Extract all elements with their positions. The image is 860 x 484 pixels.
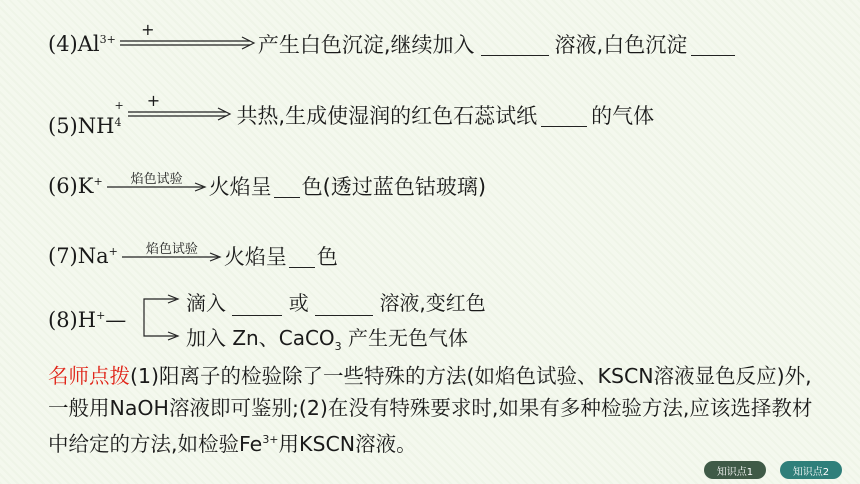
tip-heading: 名师点拨 xyxy=(48,364,130,388)
line-4-label: $(4)Al^{3+}$ xyxy=(48,32,116,56)
branch-1: 滴入 或 溶液,变红色 xyxy=(186,291,486,315)
answer-blank[interactable] xyxy=(315,295,373,316)
arrow-double: + xyxy=(126,95,236,135)
answer-blank[interactable] xyxy=(289,245,315,268)
line-6-label: (6)K+ xyxy=(48,174,103,198)
answer-blank[interactable] xyxy=(481,33,549,56)
branch-bracket xyxy=(138,291,188,351)
line-7: (7)Na+ 焰色试验 火焰呈 色 xyxy=(48,236,338,276)
line-5-label: (5)NH + 4 xyxy=(48,98,124,138)
line-8 xyxy=(48,300,128,340)
line-8-label: (8)H+— xyxy=(48,308,127,332)
line-7-label: (7)Na+ xyxy=(48,244,118,268)
arrow-flame-test: 焰色试验 xyxy=(120,236,224,276)
arrow-double: + xyxy=(118,24,258,64)
answer-blank[interactable] xyxy=(691,33,735,56)
nav-knowledge-1-button[interactable]: 知识点1 xyxy=(704,461,766,479)
answer-blank[interactable] xyxy=(232,295,282,316)
line-6: (6)K+ 焰色试验 火焰呈 色(透过蓝色钴玻璃) xyxy=(48,166,486,206)
answer-blank[interactable] xyxy=(274,175,300,198)
nav-knowledge-2-button[interactable]: 知识点2 xyxy=(780,461,842,479)
line-5: (5)NH + 4 + 共热,生成使湿润的红色石蕊试纸 的气体 xyxy=(48,91,655,138)
answer-blank[interactable] xyxy=(541,104,587,127)
teacher-tip xyxy=(48,360,818,460)
arrow-flame-test: 焰色试验 xyxy=(105,166,209,206)
tip-body: (1)阳离子的检验除了一些特殊的方法(如焰色试验、KSCN溶液显色反应)外,一般用NaOH溶液即可鉴别;(2)在没有特殊要求时,如果有多种检验方法,应该选择教材中给定的方法,如检验$Fe^{3+}$用KSCN溶液。 xyxy=(48,364,813,456)
branch-2: 加入 Zn、CaCO$_3$ 产生无色气体 xyxy=(186,326,469,353)
line-4: $(4)Al^{3+}$ + 产生白色沉淀,继续加入 溶液,白色沉淀 xyxy=(48,24,735,64)
